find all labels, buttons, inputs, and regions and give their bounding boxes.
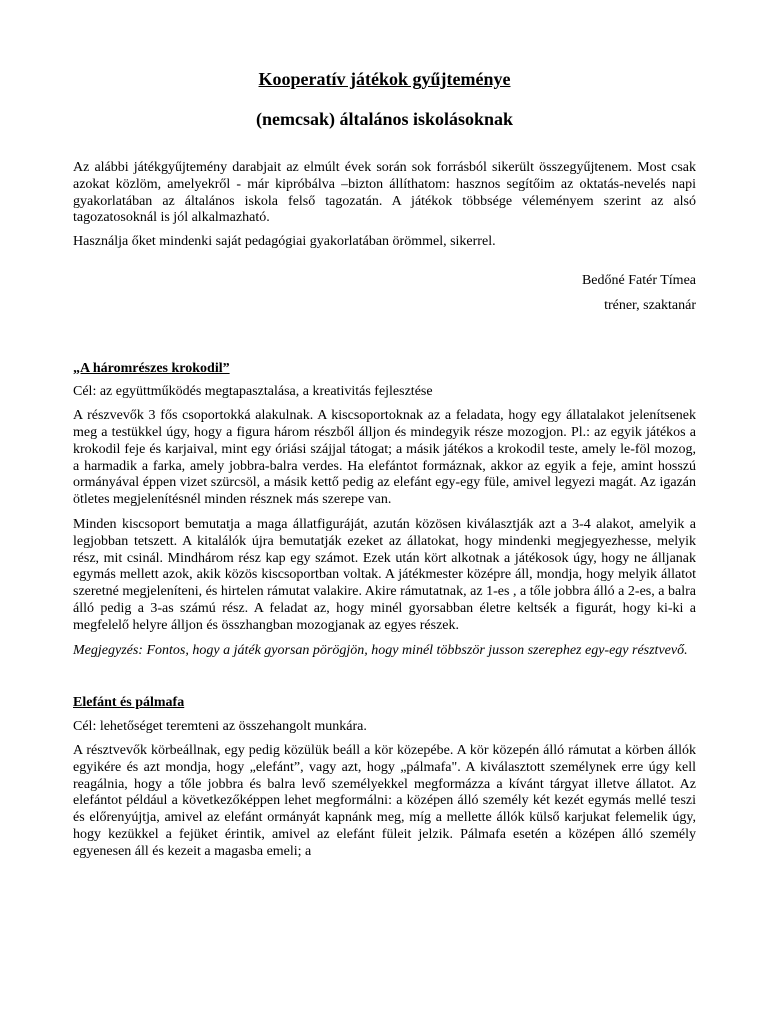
- section-elefant-palmafa: [73, 695, 696, 860]
- section-paragraph: A résztvevők körbeállnak, egy pedig közülük beáll a kör közepébe. A kör közepén álló rámutat a körben állók egyikére és azt mondja, hogy „elefánt”, vagy azt, hogy „pálmafa". A kiválasztott személynek erre úgy kell reagálnia, hogy a tőle jobbra és balra levő személyekkel megformázza a kívánt tárgyat illetve állatot. Az elefántot például a következőképpen lehet megformálni: a középen álló személy két kezét egymás mellé teszi és előrenyújtja, amivel az elefánt ormányát kapnánk meg, míg a mellette állók külső karjukat felemelik úgy, hogy kezükkel a fejüket érintik, amivel az elefánt füleit jelzik. Pálmafa esetén a középen álló személy egyenesen áll és kezeit a magasba emeli; a: [73, 742, 696, 859]
- document-subtitle: (nemcsak) általános iskolásoknak: [255, 109, 514, 129]
- document-title: Kooperatív játékok gyűjteménye: [258, 69, 511, 89]
- section-title: „A háromrészes krokodil”: [73, 360, 230, 376]
- intro-paragraph: Az alábbi játékgyűjtemény darabjait az elmúlt évek során sok forrásból sikerült összegyűjtenem. Most csak azokat közlöm, amelyekről - már kipróbálva –bizton állíthatom: hasznos segítőim az oktatás-nevelés napi gyakorlatában az általános iskola felső tagozatán. A játékok többsége véleményem szerint az alsó tagozatosoknál is jól alkalmazható.: [73, 160, 696, 226]
- document-page: [73, 62, 696, 861]
- section-note: Megjegyzés: Fontos, hogy a játék gyorsan pörögjön, hogy minél többször jusson szerephez egy-egy résztvevő.: [73, 642, 688, 658]
- author-role: tréner, szaktanár: [604, 297, 696, 313]
- intro-wish: Használja őket mindenki saját pedagógiai gyakorlatában örömmel, sikerrel.: [73, 234, 496, 250]
- section-paragraph: A részvevők 3 fős csoportokká alakulnak. A kiscsoportoknak az a feladata, hogy egy állatalakot jelenítsenek meg a testükkel úgy, hogy a figura három részből álljon és mindegyik része mozogjon. Pl.: az egyik játékos a krokodil feje és karjaival, mint egy óriási szájjal tátogat; a másik játékos a krokodil teste, amely le-föl mozog, a harmadik a farka, amely jobbra-balra verdes. Ha elefántot formáznak, akkor az egyik a feje, amint hosszú ormányával éppen vizet szürcsöl, a másik kettő pedig az elefánt egy-egy füle, amivel legyezi magát. Az igazán ötletes megjelenítésnél minden résznek más szerepe van.: [73, 408, 696, 508]
- author-name: Bedőné Fatér Tímea: [581, 272, 696, 288]
- section-krokodil: [73, 361, 696, 660]
- section-goal: Cél: lehetőséget teremteni az összehangolt munkára.: [73, 719, 367, 735]
- section-paragraph: Minden kiscsoport bemutatja a maga állatfiguráját, azután közösen kiválasztják azt a 3-4 alakot, amelyik a legjobban tetszett. A kitalálók újra bemutatják ezeket az állatokat, hogy mindenki megjegyezhesse, melyik rész, mit csinál. Mindhárom rész kap egy számot. Ezek után kört alkotnak a játékosok úgy, hogy ne álljanak egymás mellett azok, akik közös kiscsoportban voltak. A játékmester középre áll, mondja, hogy melyik állatot szeretné megjeleníteni, és hirtelen rámutat valakire. Akire rámutatnak, az 1-es , a tőle jobbra álló a 2-es, a balra álló pedig a 3-as számú rész. A feladat az, hogy minél gyorsabban életre keltsék a figurát, hogy ki-ki a megfelelő helyre álljon és összhangban mozogjanak az egyes részek.: [73, 516, 696, 633]
- section-title: Elefánt és pálmafa: [73, 695, 185, 711]
- section-goal: Cél: az együttműködés megtapasztalása, a kreativitás fejlesztése: [73, 384, 433, 400]
